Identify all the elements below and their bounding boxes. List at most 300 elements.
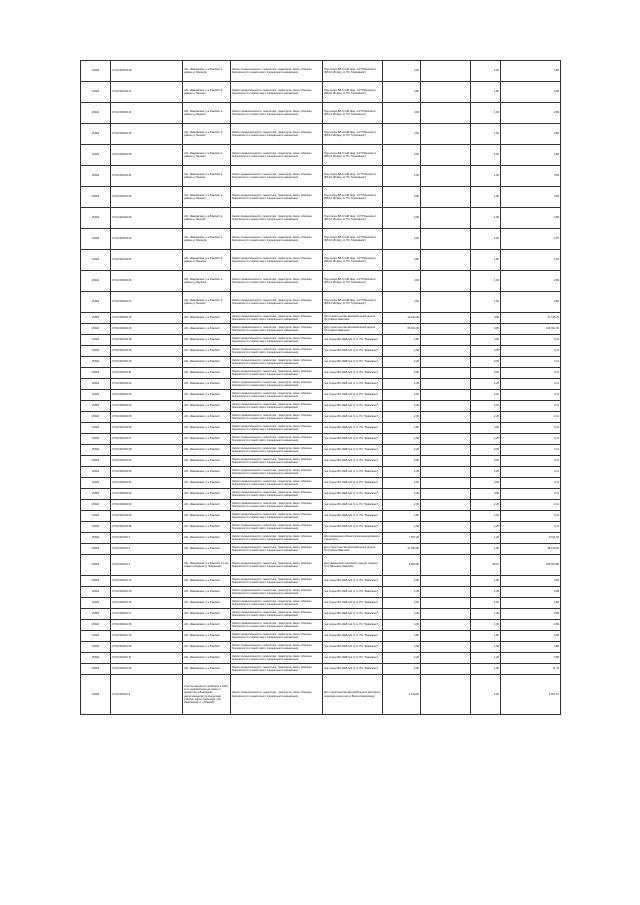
cell-addr: обл. Ивановская, р-н Южский <box>183 609 231 620</box>
table-row <box>81 145 561 166</box>
cell-n: Vbbbb <box>81 555 111 576</box>
cell-share <box>421 82 471 103</box>
cell-cat: Земли промышленности, энергетики, транспорта, связи, обороны, безопасности и земли иного специального назначения <box>231 522 323 533</box>
cell-sum: 0,89 <box>501 609 561 620</box>
cell-share <box>421 445 471 456</box>
cell-rate: 1,00 <box>471 664 501 675</box>
cell-cad: 37:04:000203:1 <box>111 533 183 544</box>
cell-share <box>421 292 471 313</box>
cell-cat: Земли промышленности, энергетики, транспорта, связи, обороны, безопасности и земли иного специального назначения <box>231 357 323 368</box>
cell-use: под опоры ВЛ-10кВ №1 (1 от ПС "Заволжье") <box>323 379 383 390</box>
cell-use: под опоры ВЛ-10кВ №1 (1 от ПС "Заволжье") <box>323 609 383 620</box>
cell-n: Vbbbb <box>81 500 111 511</box>
cell-cat: Земли промышленности, энергетики, транспорта, связи, обороны, безопасности и земли иного специального назначения <box>231 456 323 467</box>
cell-sum: 0,11 <box>501 335 561 346</box>
cell-use: под опоры ВЛ-10кВ №1 (1 от ПС "Заволжье") <box>323 511 383 522</box>
cell-sum: 0,89 <box>501 145 561 166</box>
cell-rate: 2,20 <box>471 522 501 533</box>
cell-area: 2,00 <box>383 335 421 346</box>
cell-rate: 1,00 <box>471 271 501 292</box>
cell-area: 2,00 <box>383 500 421 511</box>
cell-rate: 1,00 <box>471 166 501 187</box>
cell-cat: Земли промышленности, энергетики, транспорта, связи, обороны, безопасности и земли иного специального назначения <box>231 166 323 187</box>
cell-area: 4,00 <box>383 587 421 598</box>
cell-share <box>421 103 471 124</box>
cell-cad: 37:04:000201:21 <box>111 653 183 664</box>
cell-cad: 37:04:000201:1 <box>111 555 183 576</box>
cell-use: под опоры ВЛ-10кВ №1 (1 от ПС "Заволжье") <box>323 390 383 401</box>
table-row <box>81 208 561 229</box>
cell-rate: 1,00 <box>471 620 501 631</box>
cell-sum: 0,11 <box>501 434 561 445</box>
cell-cat: Земли промышленности, энергетики, транспорта, связи, обороны, безопасности и земли иного специального назначения <box>231 576 323 587</box>
cell-sum: 0,11 <box>501 368 561 379</box>
cell-use: под опоры ВЛ-10кВ №1 (1 от ПС "Заволжье") <box>323 423 383 434</box>
cell-n: Vbbbb <box>81 664 111 675</box>
table-row <box>81 653 561 664</box>
cell-use: под опоры ВЛ-10кВ №1 (1 от ПС "Заволжье") <box>323 576 383 587</box>
cell-cad: 37:04:000203:26 <box>111 271 183 292</box>
cell-cad: 37:04:000203:16 <box>111 324 183 335</box>
cell-share <box>421 500 471 511</box>
cell-rate: 1,00 <box>471 544 501 555</box>
cell-rate: 2,20 <box>471 500 501 511</box>
cell-n: Vbbbb <box>81 587 111 598</box>
cell-share <box>421 61 471 82</box>
cell-rate: 1,00 <box>471 292 501 313</box>
cell-rate: 1,00 <box>471 675 501 715</box>
cell-sum: 4,75 <box>501 229 561 250</box>
cell-rate: 1,00 <box>471 642 501 653</box>
cell-area: 2,00 <box>383 379 421 390</box>
cell-n: Vbbbb <box>81 61 111 82</box>
cell-area: 7 667,00 <box>383 533 421 544</box>
cell-use: Под опоры ВЛ-0,4 кВ фид. 1 КТП Быхово-2 (ВЛ-10 кВ фид. от ПС "Крапивное") <box>323 124 383 145</box>
cell-n: Vbbbb <box>81 124 111 145</box>
cell-sum: 0,89 <box>501 166 561 187</box>
table-row <box>81 664 561 675</box>
cell-n: Vbbbb <box>81 478 111 489</box>
table-row <box>81 456 561 467</box>
table-row <box>81 576 561 587</box>
cell-use: под опоры ВЛ-10кВ №1 (1 от ПС "Заволжье") <box>323 357 383 368</box>
cell-n: Vbbbb <box>81 445 111 456</box>
cell-cat: Земли промышленности, энергетики, транспорта, связи, обороны, безопасности и земли иного специального назначения <box>231 324 323 335</box>
cell-cat: Земли промышленности, энергетики, транспорта, связи, обороны, безопасности и земли иного специального назначения <box>231 335 323 346</box>
cell-cad: 37:04:000203:15 <box>111 313 183 324</box>
table-row <box>81 166 561 187</box>
table-row <box>81 434 561 445</box>
cell-use: Под опоры ВЛ-0,4 кВ фид. 1 КТП Быхово-2 (ВЛ-10 кВ фид. от ПС "Крапивное") <box>323 208 383 229</box>
cell-n: Vbbbb <box>81 208 111 229</box>
cell-area: 4,00 <box>383 631 421 642</box>
cell-cad: 37:04:000203:25 <box>111 412 183 423</box>
cell-cad: 37:04:000201:18 <box>111 620 183 631</box>
cell-cad: 37:04:000203:33 <box>111 500 183 511</box>
cell-cat: Земли промышленности, энергетики, транспорта, связи, обороны, безопасности и земли иного специального назначения <box>231 271 323 292</box>
cell-sum: 0,89 <box>501 103 561 124</box>
cell-share <box>421 489 471 500</box>
cell-n: Vbbbb <box>81 598 111 609</box>
cell-cat: Земли промышленности, энергетики, транспорта, связи, обороны, безопасности и земли иного специального назначения <box>231 544 323 555</box>
cell-addr: обл. Ивановская, р-н Южский <box>183 587 231 598</box>
cell-cat: Земли промышленности, энергетики, транспорта, связи, обороны, безопасности и земли иного специального назначения <box>231 401 323 412</box>
cell-cat: Земли промышленности, энергетики, транспорта, связи, обороны, безопасности и земли иного специального назначения <box>231 124 323 145</box>
cell-area: 2,00 <box>383 434 421 445</box>
cell-use: под опоры ВЛ-10кВ №1 (1 от ПС "Заволжье") <box>323 587 383 598</box>
cell-sum: 0,11 <box>501 511 561 522</box>
cell-addr: обл. Ивановская, р-н Южский <box>183 379 231 390</box>
table-row <box>81 187 561 208</box>
cell-addr: обл. Ивановская, р-н Южский <box>183 598 231 609</box>
cell-use: под опоры ВЛ-10кВ №1 (1 от ПС "Заволжье") <box>323 346 383 357</box>
cell-sum: 0,11 <box>501 390 561 401</box>
cell-n: Vbbbb <box>81 489 111 500</box>
cell-use: Для строительства автомобильной дороги Островное-Заволжск <box>323 544 383 555</box>
cell-cat: Земли промышленности, энергетики, транспорта, связи, обороны, безопасности и земли иного специального назначения <box>231 423 323 434</box>
land-plots-sheet <box>80 60 560 715</box>
cell-addr: обл. Ивановская, р-н Южский <box>183 511 231 522</box>
cell-cat: Земли промышленности, энергетики, транспорта, связи, обороны, безопасности и земли иного специального назначения <box>231 379 323 390</box>
cell-n: Vbbbb <box>81 544 111 555</box>
cell-share <box>421 401 471 412</box>
cell-n: Vbbbb <box>81 292 111 313</box>
cell-use: под опоры ВЛ-10кВ №1 (1 от ПС "Заволжье") <box>323 598 383 609</box>
cell-cad: 37:04:000203:35 <box>111 522 183 533</box>
cell-sum: 0,11 <box>501 401 561 412</box>
table-row <box>81 271 561 292</box>
cell-sum: 0,11 <box>501 346 561 357</box>
cell-addr: обл. Ивановская, р-н Южский <box>183 445 231 456</box>
cell-addr: обл. Ивановская, р-н Южский, в районе д. Быхово <box>183 208 231 229</box>
cell-n: Vbbbb <box>81 533 111 544</box>
cell-area: 3,00 <box>383 166 421 187</box>
cell-rate: 0,05 <box>471 313 501 324</box>
cell-use: Под опоры ВЛ-0,4 кВ фид. 1 КТП Быхово-2 (ВЛ-10 кВ фид. от ПС "Крапивное") <box>323 250 383 271</box>
cell-sum: 149 932,46 <box>501 324 561 335</box>
cell-addr: обл. Ивановская, р-н Южский <box>183 544 231 555</box>
cell-cat: Земли промышленности, энергетики, транспорта, связи, обороны, безопасности и земли иного специального назначения <box>231 642 323 653</box>
cell-cad: 37:04:000203:23 <box>111 208 183 229</box>
cell-share <box>421 456 471 467</box>
cell-sum: 0,11 <box>501 412 561 423</box>
cell-use: под опоры ВЛ-10кВ №1 (1 от ПС "Заволжье") <box>323 620 383 631</box>
cell-use: Под опоры ВЛ-0,4 кВ фид. 1 КТП Быхово-2 (ВЛ-10 кВ фид. от ПС "Крапивное") <box>323 229 383 250</box>
cell-rate: 0,05 <box>471 478 501 489</box>
cell-area: 2,00 <box>383 489 421 500</box>
cell-sum: 0,89 <box>501 208 561 229</box>
cell-share <box>421 335 471 346</box>
cell-area: 3,00 <box>383 250 421 271</box>
table-row <box>81 401 561 412</box>
cell-rate: 2,20 <box>471 434 501 445</box>
cell-sum: 0,11 <box>501 489 561 500</box>
cell-share <box>421 642 471 653</box>
cell-share <box>421 587 471 598</box>
cell-sum: 98 210,26 <box>501 544 561 555</box>
cell-rate: 1,00 <box>471 598 501 609</box>
cell-use: Для размещения насосной станции, водного пути Юрьевец-Заволжск <box>323 555 383 576</box>
cell-share <box>421 653 471 664</box>
cell-area: 2,00 <box>383 390 421 401</box>
cell-rate: 1,00 <box>471 229 501 250</box>
cell-rate: 0,05 <box>471 324 501 335</box>
cell-use: под опоры ВЛ-10кВ №1 (1 от ПС "Заволжье") <box>323 489 383 500</box>
cell-n: Vbbbb <box>81 456 111 467</box>
cell-share <box>421 555 471 576</box>
cell-cad: 37:04:000203:20 <box>111 145 183 166</box>
cell-area: 4,00 <box>383 620 421 631</box>
cell-area: 47 993,00 <box>383 544 421 555</box>
cell-cat: Земли промышленности, энергетики, транспорта, связи, обороны, безопасности и земли иного специального назначения <box>231 390 323 401</box>
table-row <box>81 292 561 313</box>
cell-addr: обл. Ивановская, р-н Южский, в районе д. Быхово <box>183 145 231 166</box>
cell-sum: 0,11 <box>501 478 561 489</box>
cell-rate: 2,20 <box>471 412 501 423</box>
table-row <box>81 631 561 642</box>
cell-addr: обл. Ивановская, р-н Южский <box>183 324 231 335</box>
cell-cad: 37:04:000203:21 <box>111 166 183 187</box>
cell-use: под опоры ВЛ-10кВ №1 (1 от ПС "Заволжье") <box>323 522 383 533</box>
cell-cad: 37:04:000203:29 <box>111 456 183 467</box>
cell-share <box>421 609 471 620</box>
cell-sum: 0,89 <box>501 576 561 587</box>
cell-n: Vbbbb <box>81 423 111 434</box>
cell-addr: обл. Ивановская, р-н Южский <box>183 346 231 357</box>
cell-use: Под опоры ВЛ-0,4 кВ фид. 1 КТП Быхово-2 (ВЛ-10 кВ фид. от ПС "Крапивное") <box>323 82 383 103</box>
cell-area: 2,00 <box>383 423 421 434</box>
cell-n: Vbbbb <box>81 187 111 208</box>
cell-addr: Участок находится примерно в 1000 м по направлению на север от ориентира д.Бакланово, расположенного за пределами участка, адрес ориентира: обл. Ивановская, р-н Южский <box>183 675 231 715</box>
cell-cad: 37:04:000203:31 <box>111 478 183 489</box>
cell-n: Vbbbb <box>81 576 111 587</box>
cell-n: Vbbbb <box>81 620 111 631</box>
cell-rate: 1,00 <box>471 103 501 124</box>
cell-addr: обл. Ивановская, р-н Южский <box>183 412 231 423</box>
land-plots-table <box>80 60 561 715</box>
cell-cad: 37:04:000203:34 <box>111 511 183 522</box>
cell-n: Vbbbb <box>81 434 111 445</box>
table-row <box>81 478 561 489</box>
cell-cat: Земли промышленности, энергетики, транспорта, связи, обороны, безопасности и земли иного специального назначения <box>231 598 323 609</box>
cell-cad: 37:04:000201:20 <box>111 642 183 653</box>
cell-rate: 99,97 <box>471 555 501 576</box>
cell-rate: 0,05 <box>471 423 501 434</box>
cell-area: 3,00 <box>383 208 421 229</box>
cell-rate: 1,00 <box>471 82 501 103</box>
cell-addr: обл. Ивановская, р-н Южский, в 1 км северо-западнее д. Фофаново <box>183 555 231 576</box>
table-row <box>81 423 561 434</box>
table-row <box>81 124 561 145</box>
cell-cad: 37:04:000203:4 <box>111 544 183 555</box>
cell-n: Vbbbb <box>81 379 111 390</box>
cell-n: Vbbbb <box>81 511 111 522</box>
cell-sum: 425 500,80 <box>501 555 561 576</box>
cell-n: Vbbbb <box>81 145 111 166</box>
table-row <box>81 544 561 555</box>
table-row <box>81 390 561 401</box>
cell-cad: 37:04:000203:19 <box>111 357 183 368</box>
cell-cad: 37:04:000203:25 <box>111 250 183 271</box>
cell-area: 12 144,00 <box>383 313 421 324</box>
table-row <box>81 61 561 82</box>
cell-addr: обл. Ивановская, р-н Южский <box>183 489 231 500</box>
cell-cad: 37:04:000203:18 <box>111 335 183 346</box>
table-row <box>81 313 561 324</box>
cell-cad: 37:04:000201:15 <box>111 587 183 598</box>
cell-rate: 0,05 <box>471 357 501 368</box>
cell-cat: Земли промышленности, энергетики, транспорта, связи, обороны, безопасности и земли иного специального назначения <box>231 653 323 664</box>
cell-rate: 0,05 <box>471 445 501 456</box>
cell-addr: обл. Ивановская, р-н Южский <box>183 357 231 368</box>
cell-share <box>421 187 471 208</box>
table-row <box>81 229 561 250</box>
cell-use: под опоры ВЛ-10кВ №1 (1 от ПС "Заволжье") <box>323 631 383 642</box>
cell-area: 65 464,00 <box>383 324 421 335</box>
table-row <box>81 103 561 124</box>
cell-cad: 37:04:000203:28 <box>111 445 183 456</box>
cell-use: Под опоры ВЛ-0,4 кВ фид. 1 КТП Быхово-2 (ВЛ-10 кВ фид. от ПС "Крапивное") <box>323 292 383 313</box>
cell-area: 2,00 <box>383 445 421 456</box>
cell-sum: 0,89 <box>501 631 561 642</box>
cell-rate: 1,00 <box>471 187 501 208</box>
cell-addr: обл. Ивановская, р-н Южский, в районе д. Бронкуа <box>183 250 231 271</box>
cell-area: 3,00 <box>383 82 421 103</box>
cell-cat: Земли промышленности, энергетики, транспорта, связи, обороны, безопасности и земли иного специального назначения <box>231 631 323 642</box>
cell-area: 4,00 <box>383 653 421 664</box>
cell-cat: Земли промышленности, энергетики, транспорта, связи, обороны, безопасности и земли иного специального назначения <box>231 229 323 250</box>
cell-n: Vbbbb <box>81 390 111 401</box>
cell-share <box>421 208 471 229</box>
table-row <box>81 620 561 631</box>
cell-n: Vbbbb <box>81 166 111 187</box>
cell-sum: 0,89 <box>501 620 561 631</box>
cell-n: Vbbbb <box>81 631 111 642</box>
table-row <box>81 357 561 368</box>
cell-use: под опоры ВЛ-10кВ №1 (1 от ПС "Заволжье") <box>323 445 383 456</box>
cell-use: под опоры ВЛ-10кВ №1 (1 от ПС "Заволжье") <box>323 335 383 346</box>
cell-cat: Земли промышленности, энергетики, транспорта, связи, обороны, безопасности и земли иного специального назначения <box>231 187 323 208</box>
cell-addr: обл. Ивановская, р-н Южский, в районе д. Бронкуа <box>183 271 231 292</box>
cell-addr: обл. Ивановская, р-н Южский <box>183 434 231 445</box>
cell-addr: обл. Ивановская, р-н Южский, в районе д. Быхово <box>183 187 231 208</box>
cell-area: 2,00 <box>383 522 421 533</box>
cell-share <box>421 675 471 715</box>
cell-share <box>421 145 471 166</box>
cell-sum: 0,89 <box>501 598 561 609</box>
cell-area: 4 130,00 <box>383 675 421 715</box>
cell-sum: 0,89 <box>501 587 561 598</box>
cell-addr: обл. Ивановская, р-н Южский, в районе д. Быхово <box>183 124 231 145</box>
cell-share <box>421 434 471 445</box>
cell-cat: Земли промышленности, энергетики, транспорта, связи, обороны, безопасности и земли иного специального назначения <box>231 145 323 166</box>
table-row <box>81 412 561 423</box>
cell-use: под опоры ВЛ-10кВ №1 (1 от ПС "Заволжье") <box>323 664 383 675</box>
cell-use: Под опоры ВЛ-0,4 кВ фид. 1 КТП Быхово-2 (ВЛ-10 кВ фид. от ПС "Крапивное") <box>323 145 383 166</box>
table-row <box>81 522 561 533</box>
cell-n: Vbbbb <box>81 368 111 379</box>
cell-area: 3,00 <box>383 61 421 82</box>
cell-area: 3,00 <box>383 292 421 313</box>
cell-cad: 37:04:000203:17 <box>111 82 183 103</box>
table-row <box>81 598 561 609</box>
cell-share <box>421 478 471 489</box>
cell-area: 2,00 <box>383 368 421 379</box>
cell-cad: 37:04:000203:15 <box>111 124 183 145</box>
cell-rate: 1,00 <box>471 631 501 642</box>
cell-share <box>421 379 471 390</box>
cell-use: Под опоры ВЛ-0,4 кВ фид. 1 КТП Быхово-2 (ВЛ-10 кВ фид. от ПС "Крапивное") <box>323 166 383 187</box>
cell-rate: 1,00 <box>471 250 501 271</box>
cell-use: Для размещения объектов железнодорожного транспорта <box>323 533 383 544</box>
cell-share <box>421 229 471 250</box>
cell-area: 4,00 <box>383 609 421 620</box>
cell-cat: Земли промышленности, энергетики, транспорта, связи, обороны, безопасности и земли иного специального назначения <box>231 467 323 478</box>
cell-cad: 37:04:000203:22 <box>111 187 183 208</box>
cell-addr: обл. Ивановская, р-н Южский, в районе д. Быхово <box>183 166 231 187</box>
cell-cad: 37:04:000203:22 <box>111 379 183 390</box>
table-row <box>81 511 561 522</box>
cell-sum: 27 745,75 <box>501 313 561 324</box>
cell-sum: 0,89 <box>501 124 561 145</box>
cell-cat: Земли промышленности, энергетики, транспорта, связи, обороны, безопасности и земли иного специального назначения <box>231 587 323 598</box>
cell-use: Под опоры ВЛ-0,4 кВ фид. 1 КТП Быхово-2 (ВЛ-10 кВ фид. от ПС "Крапивное") <box>323 103 383 124</box>
cell-cat: Земли промышленности, энергетики, транспорта, связи, обороны, безопасности и земли иного специального назначения <box>231 346 323 357</box>
cell-addr: обл. Ивановская, р-н Южский <box>183 631 231 642</box>
table-row <box>81 500 561 511</box>
cell-rate: 0,05 <box>471 346 501 357</box>
cell-share <box>421 166 471 187</box>
cell-rate: 1,00 <box>471 587 501 598</box>
cell-n: Vbbbb <box>81 642 111 653</box>
cell-addr: обл. Ивановская, р-н Южский <box>183 478 231 489</box>
cell-cat: Земли промышленности, энергетики, транспорта, связи, обороны, безопасности и земли иного специального назначения <box>231 208 323 229</box>
cell-addr: обл. Ивановская, р-н Южский, в районе д. Бронкуа <box>183 61 231 82</box>
cell-rate: 2,20 <box>471 511 501 522</box>
cell-n: Vbbbb <box>81 229 111 250</box>
cell-share <box>421 576 471 587</box>
cell-cad: 37:04:000203:24 <box>111 229 183 250</box>
table-row <box>81 642 561 653</box>
cell-addr: обл. Ивановская, р-н Южский <box>183 620 231 631</box>
cell-cad: 37:04:000203:27 <box>111 292 183 313</box>
cell-rate: 1,00 <box>471 124 501 145</box>
cell-cad: 37:04:000201:22 <box>111 664 183 675</box>
cell-addr: обл. Ивановская, р-н Южский <box>183 456 231 467</box>
cell-cat: Земли промышленности, энергетики, транспорта, связи, обороны, безопасности и земли иного специального назначения <box>231 292 323 313</box>
cell-use: под опоры ВЛ-10кВ №1 (1 от ПС "Заволжье") <box>323 642 383 653</box>
cell-cat: Земли промышленности, энергетики, транспорта, связи, обороны, безопасности и земли иного специального назначения <box>231 82 323 103</box>
cell-addr: обл. Ивановская, р-н Южский <box>183 401 231 412</box>
cell-area: 3,00 <box>383 271 421 292</box>
cell-n: Vbbbb <box>81 103 111 124</box>
cell-rate: 1,00 <box>471 61 501 82</box>
cell-cad: 37:04:000201:17 <box>111 609 183 620</box>
table-row <box>81 324 561 335</box>
cell-cad: 37:04:000203:32 <box>111 489 183 500</box>
cell-n: Vbbbb <box>81 82 111 103</box>
cell-use: Под опоры ВЛ-0,4 кВ фид. 1 КТП Быхово-2 (ВЛ-10 кВ фид. от ПС "Крапивное") <box>323 187 383 208</box>
cell-n: Vbbbb <box>81 401 111 412</box>
cell-share <box>421 620 471 631</box>
cell-share <box>421 324 471 335</box>
cell-cat: Земли промышленности, энергетики, транспорта, связи, обороны, безопасности и земли иного специального назначения <box>231 445 323 456</box>
cell-addr: обл. Ивановская, р-н Южский, в районе д. Бронкуа <box>183 229 231 250</box>
cell-n: Vbbbb <box>81 522 111 533</box>
cell-sum: 0,11 <box>501 423 561 434</box>
cell-use: под опоры ВЛ-10кВ №1 (1 от ПС "Заволжье") <box>323 434 383 445</box>
cell-rate: 0,05 <box>471 467 501 478</box>
